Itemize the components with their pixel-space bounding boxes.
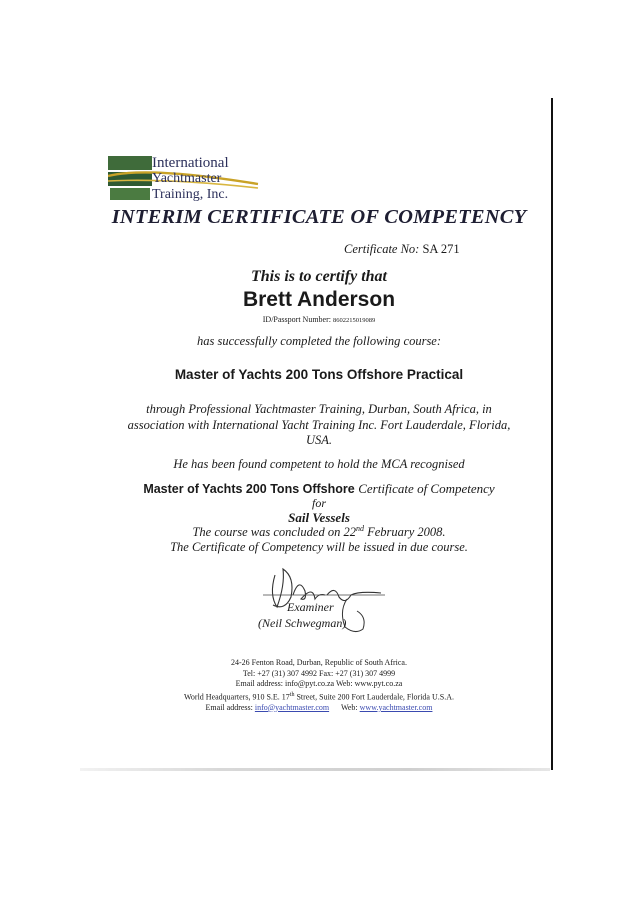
concluded-suffix: February 2008. (363, 525, 446, 540)
concluded-line (0, 524, 638, 540)
certificate-number-value: SA 271 (422, 242, 460, 256)
certificate-course-suffix: Certificate of Competency (358, 481, 495, 496)
footer-contacts (0, 703, 638, 714)
certify-line: This is to certify that (251, 268, 387, 285)
logo-line1: International (152, 155, 229, 171)
certificate-number (344, 242, 460, 257)
examiner-name: (Neil Schwegman) (258, 616, 347, 630)
completed-line: has successfully completed the following course: (196, 334, 442, 348)
certificate-course-name: Master of Yachts 200 Tons Offshore (143, 482, 355, 496)
footer-hq (0, 690, 638, 703)
id-number: 8602215019089 (332, 317, 376, 324)
certificate-number-label: Certificate No: (344, 242, 420, 256)
recipient-name: Brett Anderson (242, 288, 396, 311)
logo-line3: Training, Inc. (152, 187, 229, 202)
id-label: ID/Passport Number: (262, 315, 331, 324)
for-word: for (311, 496, 326, 510)
footer (0, 658, 638, 713)
issued-line: The Certificate of Competency will be issued in due course. (170, 540, 468, 554)
competent-line: He has been found competent to hold the MCA recognised (173, 457, 465, 471)
concluded-sup: nd (355, 524, 364, 533)
vessel-type: Sail Vessels (288, 510, 350, 525)
footer-web-link[interactable]: www.yachtmaster.com (359, 702, 433, 712)
footer-email-label: Email address: (205, 702, 253, 712)
concluded-prefix: The course was concluded on 22 (192, 525, 356, 540)
certificate-course (0, 481, 638, 497)
examiner-label: Examiner (287, 600, 334, 614)
certificate-title: INTERIM CERTIFICATE OF COMPETENCY (111, 206, 527, 228)
page-edge-bottom (80, 768, 550, 771)
logo (108, 154, 268, 204)
id-line (0, 315, 638, 324)
footer-hq-suffix: Street, Suite 200 Fort Lauderdale, Florida U.S.A. (294, 692, 454, 702)
footer-phones: Tel: +27 (31) 307 4992 Fax: +27 (31) 307 4999 (242, 668, 396, 678)
footer-hq-prefix: World Headquarters, 910 S.E. 17 (184, 692, 290, 702)
footer-web-label: Web: (340, 702, 358, 712)
course-title: Master of Yachts 200 Tons Offshore Practical (174, 367, 464, 382)
footer-address: 24-26 Fenton Road, Durban, Republic of South Africa. (231, 658, 407, 667)
footer-hq-sup: th (289, 691, 295, 698)
footer-email-web-sa: Email address: info@pyt.co.za Web: www.pyt.co.za (235, 679, 403, 688)
logo-line2: Yachtmaster (152, 171, 222, 186)
association-text: through Professional Yachtmaster Training, Durban, South Africa, in association with International Yacht Training Inc. Fort Lauderdale, Florida, USA. (127, 402, 511, 447)
footer-email-link[interactable]: info@yachtmaster.com (254, 702, 330, 712)
